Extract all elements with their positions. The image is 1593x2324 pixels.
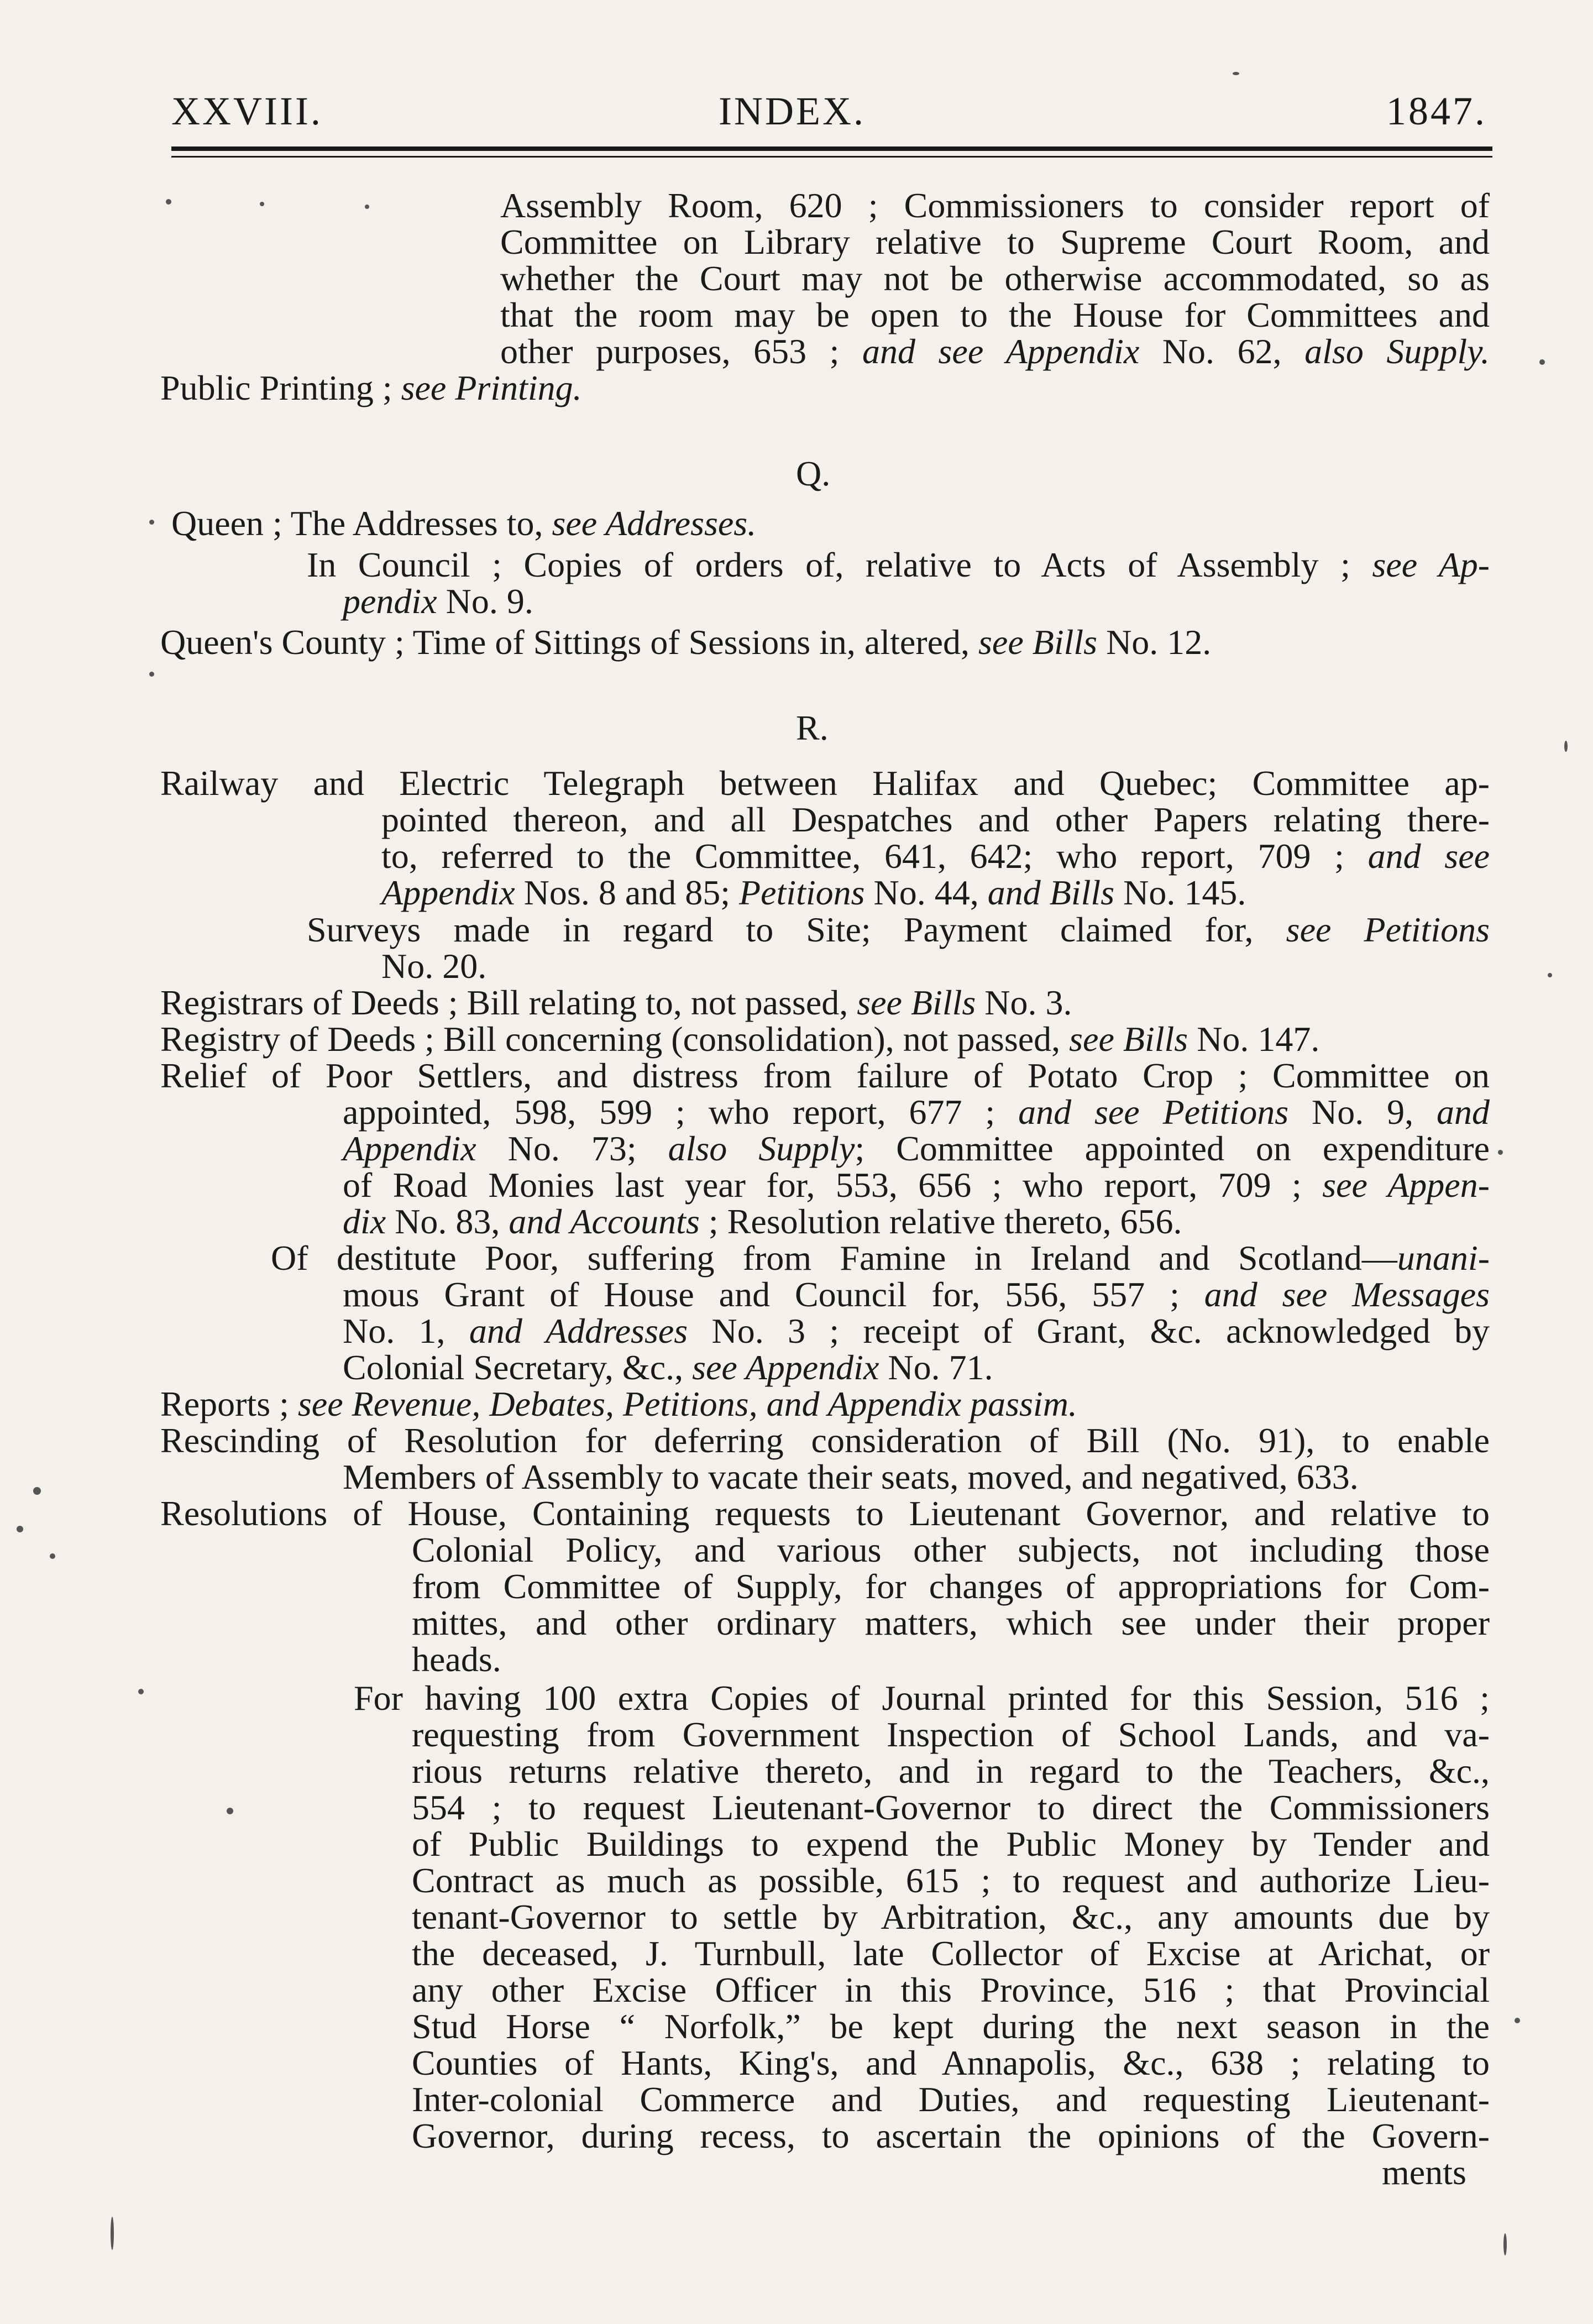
index-line: pointed thereon, and all Despatches and other Papers relating there-	[381, 800, 1490, 839]
index-line: No. 1, and Addresses No. 3 ; receipt of Grant, &c. acknowledged by	[343, 1311, 1490, 1351]
page-title: INDEX.	[719, 89, 866, 133]
index-line: Of destitute Poor, suffering from Famine in Ireland and Scotland—unani-	[271, 1238, 1490, 1278]
index-entry-reports: Reports ; see Revenue, Debates, Petitions, and Appendix passim.	[160, 1384, 1077, 1423]
index-entry-registrars: Registrars of Deeds ; Bill relating to, not passed, see Bills No. 3.	[160, 983, 1072, 1022]
index-line: 554 ; to request Lieutenant-Governor to direct the Commissioners	[412, 1788, 1490, 1827]
index-entry-relief: Relief of Poor Settlers, and distress from failure of Potato Crop ; Committee on	[160, 1056, 1490, 1095]
index-line: Surveys made in regard to Site; Payment claimed for, see Petitions	[307, 910, 1490, 949]
index-entry-public-printing: Public Printing ; see Printing.	[160, 368, 582, 407]
index-entry-resolutions: Resolutions of House, Containing requests to Lieutenant Governor, and relative to	[160, 1494, 1490, 1533]
scan-speck	[149, 520, 154, 525]
scan-speck	[365, 205, 369, 209]
scan-speck	[1233, 72, 1239, 75]
header-rule-thick	[171, 146, 1492, 151]
scan-speck	[149, 672, 154, 677]
scan-speck	[1503, 2233, 1507, 2255]
index-entry-registry: Registry of Deeds ; Bill concerning (consolidation), not passed, see Bills No. 147.	[160, 1019, 1320, 1059]
index-line: Assembly Room, 620 ; Commissioners to consider report of	[500, 186, 1490, 225]
scan-speck	[1564, 741, 1568, 752]
index-entry-queen: Queen ; The Addresses to, see Addresses.	[171, 504, 757, 543]
index-line: appointed, 598, 599 ; who report, 677 ; and see Petitions No. 9, and	[343, 1092, 1490, 1132]
index-line: Committee on Library relative to Supreme Court Room, and	[500, 222, 1490, 261]
index-line: Appendix No. 73; also Supply; Committee appointed on expenditure	[343, 1129, 1490, 1168]
index-line: In Council ; Copies of orders of, relative to Acts of Assembly ; see Ap-	[307, 545, 1490, 584]
index-line: pendix No. 9.	[343, 582, 533, 621]
index-line: from Committee of Supply, for changes of appropriations for Com-	[412, 1567, 1490, 1606]
index-line: Counties of Hants, King's, and Annapolis, &c., 638 ; relating to	[412, 2043, 1490, 2082]
index-line: Appendix Nos. 8 and 85; Petitions No. 44, and Bills No. 145.	[381, 873, 1246, 912]
index-line: rious returns relative thereto, and in regard to the Teachers, &c.,	[412, 1751, 1490, 1791]
index-line: mittes, and other ordinary matters, which see under their proper	[412, 1603, 1490, 1642]
index-line: the deceased, J. Turnbull, late Collector of Excise at Arichat, or	[412, 1934, 1490, 1973]
section-letter-r: R.	[796, 708, 829, 747]
section-letter-q: Q.	[796, 454, 831, 493]
index-entry-rescinding: Rescinding of Resolution for deferring consideration of Bill (No. 91), to enable	[160, 1421, 1490, 1460]
index-line: mous Grant of House and Council for, 556, 557 ; and see Messages	[343, 1275, 1490, 1314]
scan-speck	[1548, 973, 1552, 977]
index-line: of Road Monies last year for, 553, 656 ; who report, 709 ; see Appen-	[343, 1165, 1490, 1205]
index-line: tenant-Governor to settle by Arbitration, &c., any amounts due by	[412, 1897, 1490, 1936]
scan-speck	[1498, 1150, 1503, 1155]
scan-speck	[1515, 2018, 1520, 2023]
header-rule-thin	[171, 156, 1492, 158]
index-line: of Public Buildings to expend the Public Money by Tender and	[412, 1824, 1490, 1864]
index-line: requesting from Government Inspection of School Lands, and va-	[412, 1715, 1490, 1754]
index-subentry-for-having: For having 100 extra Copies of Journal printed for this Session, 516 ;	[354, 1678, 1490, 1718]
index-line: to, referred to the Committee, 641, 642; who report, 709 ; and see	[381, 836, 1490, 876]
scan-speck	[260, 202, 264, 206]
scan-speck	[111, 2217, 114, 2250]
scan-speck	[227, 1808, 233, 1814]
index-entry-railway: Railway and Electric Telegraph between Halifax and Quebec; Committee ap-	[160, 763, 1490, 803]
index-line: Inter-colonial Commerce and Duties, and requesting Lieutenant-	[412, 2080, 1490, 2119]
scan-speck	[50, 1553, 55, 1559]
index-line: other purposes, 653 ; and see Appendix No. 62, also Supply.	[500, 332, 1490, 371]
index-line: Contract as much as possible, 615 ; to request and authorize Lieu-	[412, 1861, 1490, 1900]
index-line: No. 20.	[381, 946, 487, 986]
index-line: that the room may be open to the House for Committees and	[500, 295, 1490, 334]
index-line: ments	[1382, 2153, 1466, 2192]
scan-speck	[138, 1689, 144, 1694]
scan-speck	[1539, 359, 1545, 365]
index-line: whether the Court may not be otherwise accommodated, so as	[500, 259, 1490, 298]
page-number: XXVIII.	[171, 89, 323, 133]
scan-speck	[17, 1526, 23, 1532]
index-line: any other Excise Officer in this Province, 516 ; that Provincial	[412, 1970, 1490, 2009]
index-line: heads.	[412, 1640, 501, 1679]
page-year: 1847.	[1386, 89, 1487, 133]
index-line: Colonial Secretary, &c., see Appendix No. 71.	[343, 1348, 993, 1387]
index-line: Colonial Policy, and various other subjects, not including those	[412, 1530, 1490, 1569]
index-entry-queens-county: Queen's County ; Time of Sittings of Sessions in, altered, see Bills No. 12.	[160, 622, 1212, 662]
scan-speck	[166, 199, 171, 205]
scan-speck	[33, 1487, 41, 1495]
index-line: dix No. 83, and Accounts ; Resolution relative thereto, 656.	[343, 1202, 1182, 1241]
index-line: Stud Horse “ Norfolk,” be kept during the next season in the	[412, 2007, 1490, 2046]
index-line: Governor, during recess, to ascertain the opinions of the Govern-	[412, 2116, 1490, 2155]
index-line: Members of Assembly to vacate their seats, moved, and negatived, 633.	[343, 1457, 1359, 1496]
page-header	[160, 88, 1492, 144]
